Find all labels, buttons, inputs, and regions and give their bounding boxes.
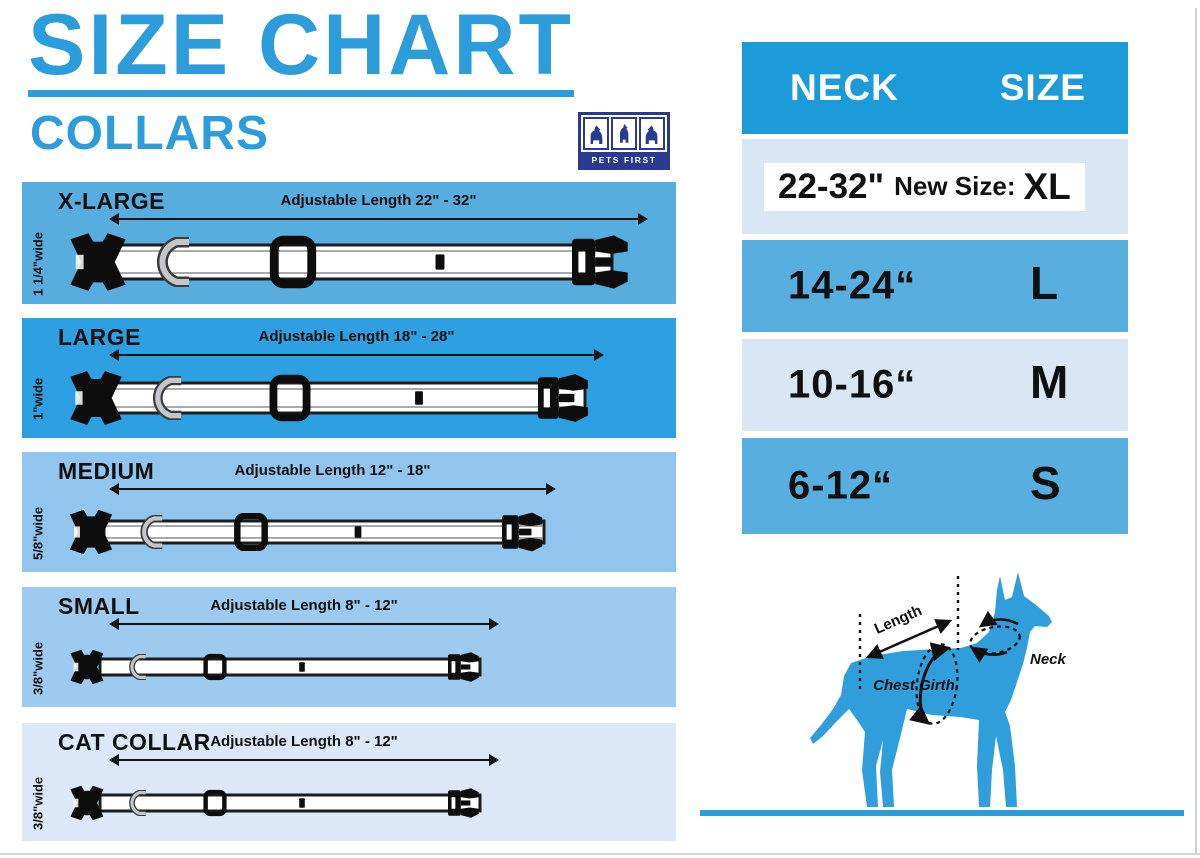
collar-section-medium bbox=[22, 452, 676, 572]
collar-width-label: 3/8"wide bbox=[30, 641, 46, 695]
page-border-right bbox=[1195, 8, 1197, 853]
size-table-header bbox=[742, 42, 1128, 134]
collar-illustration bbox=[52, 228, 666, 296]
adjustable-length-text: Adjustable Length 12" - 18" bbox=[234, 462, 431, 479]
page-subtitle: COLLARS bbox=[30, 107, 269, 160]
neck-range: 14-24“ bbox=[788, 263, 917, 308]
collar-size-label: MEDIUM bbox=[58, 458, 155, 484]
page-border-bottom bbox=[0, 853, 1200, 855]
collar-section-small bbox=[22, 587, 676, 707]
collar-section-large bbox=[22, 318, 676, 438]
logo-dog-icon bbox=[639, 117, 665, 150]
neck-range: 22-32" bbox=[778, 166, 885, 206]
page-title: SIZE CHART bbox=[28, 2, 574, 97]
dog-measurement-diagram bbox=[700, 560, 1190, 858]
collar-size-label: CAT COLLAR bbox=[58, 729, 211, 755]
ground-line bbox=[700, 810, 1184, 816]
table-row-l bbox=[742, 240, 1128, 332]
collar-width-label: 1 1/4"wide bbox=[30, 232, 46, 296]
collar-width-label: 1"wide bbox=[30, 377, 46, 421]
logo-dog-icon bbox=[611, 117, 637, 150]
table-row-s bbox=[742, 438, 1128, 534]
adjustable-length-text: Adjustable Length 22" - 32" bbox=[280, 192, 477, 209]
size-code: L bbox=[1030, 256, 1059, 309]
length-label: Length bbox=[871, 601, 925, 638]
length-arrow bbox=[110, 623, 498, 625]
collar-width-label: 3/8"wide bbox=[30, 776, 46, 830]
size-code: M bbox=[1030, 355, 1069, 408]
table-header-neck: NECK bbox=[790, 67, 899, 108]
length-arrow bbox=[110, 218, 647, 220]
collar-illustration bbox=[52, 364, 666, 432]
length-arrow bbox=[110, 759, 498, 761]
table-row-m bbox=[742, 339, 1128, 431]
size-code: S bbox=[1030, 456, 1061, 509]
collar-size-label: SMALL bbox=[58, 593, 140, 619]
adjustable-length-text: Adjustable Length 8" - 12" bbox=[210, 733, 398, 750]
adjustable-length-text: Adjustable Length 18" - 28" bbox=[258, 328, 455, 345]
table-row-xl bbox=[742, 139, 1128, 234]
collar-illustration bbox=[52, 633, 666, 701]
new-size-callout bbox=[764, 163, 1085, 211]
collar-illustration bbox=[52, 769, 666, 837]
chest-girth-label: Chest Girth bbox=[873, 677, 955, 694]
size-code: XL bbox=[1023, 165, 1071, 207]
neck-range: 6-12“ bbox=[788, 463, 894, 508]
collar-illustration bbox=[52, 498, 666, 566]
pets-first-logo bbox=[578, 112, 670, 170]
new-size-note: New Size: bbox=[894, 171, 1016, 201]
length-arrow bbox=[110, 488, 555, 490]
logo-dog-icon bbox=[583, 117, 609, 150]
table-header-size: SIZE bbox=[999, 67, 1086, 108]
collar-section-cat bbox=[22, 723, 676, 841]
logo-dog-panels bbox=[581, 115, 667, 152]
collar-size-label: X-LARGE bbox=[58, 188, 165, 214]
neck-range: 10-16“ bbox=[788, 362, 917, 407]
neck-label: Neck bbox=[1030, 651, 1066, 668]
adjustable-length-text: Adjustable Length 8" - 12" bbox=[210, 597, 398, 614]
collar-size-label: LARGE bbox=[58, 324, 141, 350]
collar-width-label: 5/8"wide bbox=[30, 506, 46, 560]
collar-section-x-large bbox=[22, 182, 676, 304]
logo-brand-text: PETS FIRST bbox=[581, 152, 667, 167]
length-arrow bbox=[110, 354, 603, 356]
